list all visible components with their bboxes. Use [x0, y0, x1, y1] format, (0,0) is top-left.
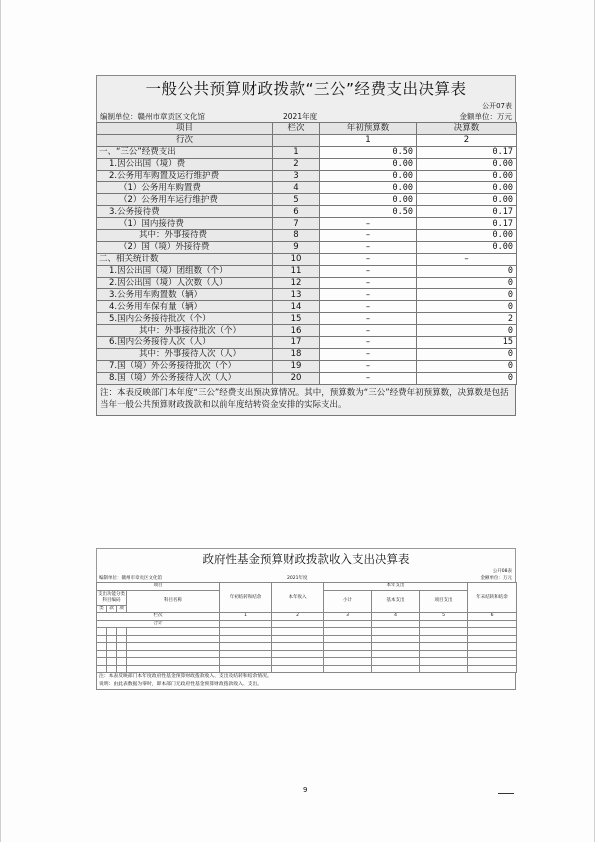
row-budget: –: [320, 337, 417, 349]
row-item: 其中：外事接待人次（人）: [97, 348, 273, 360]
row-final: 0.17: [417, 146, 517, 158]
empty-cell: [220, 628, 272, 636]
row-col: 8: [273, 230, 320, 242]
total-label: 合计: [97, 620, 220, 628]
empty-row: [97, 665, 517, 673]
row-col: 18: [273, 348, 320, 360]
empty-cell: [97, 650, 107, 658]
header-kuan: 款: [107, 605, 117, 613]
empty-cell: [107, 665, 117, 673]
row-col: 6: [273, 206, 320, 218]
table-row: [97, 360, 517, 372]
empty-cell: [324, 643, 372, 651]
empty-cell: [324, 635, 372, 643]
subheader-col: [273, 134, 320, 146]
row-item: 5.国内公务接待批次（个）: [97, 313, 273, 325]
row-budget: –: [320, 265, 417, 277]
row-final: 0.00: [417, 241, 517, 253]
row-col: 9: [273, 241, 320, 253]
empty-cell: [420, 635, 468, 643]
header-project: 项目支出: [420, 590, 468, 613]
row-col: 17: [273, 337, 320, 349]
empty-cell: [127, 665, 220, 673]
row-budget: –: [320, 372, 417, 384]
table-code: 公开07表: [96, 101, 516, 111]
table-code-row: [96, 568, 516, 575]
empty-cell: [420, 643, 468, 651]
subheader-budget: 1: [320, 134, 417, 146]
fund-grid: [96, 582, 517, 673]
empty-row: [97, 635, 517, 643]
empty-cell: [420, 665, 468, 673]
table-row: [97, 158, 517, 170]
row-item: 其中：外事接待费: [97, 230, 273, 242]
row-col: 20: [273, 372, 320, 384]
empty-cell: [97, 628, 107, 636]
row-final: 0: [417, 360, 517, 372]
empty-cell: [117, 650, 127, 658]
page-number: 9: [303, 786, 308, 794]
header-begin-balance: 年初结转和结余: [220, 583, 272, 613]
empty-cell: [220, 650, 272, 658]
row-budget: –: [320, 313, 417, 325]
table-row: [97, 194, 517, 206]
government-fund-table: [96, 548, 516, 690]
amount-unit: 金额单位：万元: [480, 576, 512, 581]
row-budget: 0.50: [320, 146, 417, 158]
table-title: 一般公共预算财政拨款“三公”经费支出决算表: [96, 75, 516, 101]
empty-cell: [107, 658, 117, 666]
header-subject-name: 科目名称: [127, 590, 220, 613]
header-lei: 类: [97, 605, 107, 613]
compiling-unit: 编制单位：赣州市章贡区文化馆: [99, 576, 162, 581]
row-budget: –: [320, 218, 417, 230]
table-row: [97, 170, 517, 182]
empty-cell: [420, 628, 468, 636]
row-final: 0.00: [417, 170, 517, 182]
row-final: –: [417, 253, 517, 265]
row-col: 14: [273, 301, 320, 313]
row-item: 3.公务接待费: [97, 206, 273, 218]
table-row: [97, 265, 517, 277]
amount-unit: 金额单位：万元: [459, 112, 512, 121]
total-row: [97, 620, 517, 628]
empty-cell: [117, 643, 127, 651]
row-final: 0: [417, 277, 517, 289]
empty-cell: [97, 665, 107, 673]
empty-cell: [468, 650, 517, 658]
table-row: [97, 146, 517, 158]
header-final: 决算数: [417, 123, 517, 135]
row-col: 3: [273, 170, 320, 182]
fiscal-year: 2021年度: [283, 112, 318, 121]
empty-cell: [272, 665, 324, 673]
row-col: 10: [273, 253, 320, 265]
header-function-code: 支出功能分类科目编码: [97, 590, 127, 605]
row-final: 0: [417, 289, 517, 301]
row-col: 4: [273, 182, 320, 194]
empty-row: [97, 628, 517, 636]
table-note: [96, 673, 516, 690]
col-number: 2: [272, 613, 324, 621]
row-budget: –: [320, 301, 417, 313]
subheader-item: 行次: [97, 134, 273, 146]
row-budget: –: [320, 289, 417, 301]
table-row: [97, 313, 517, 325]
empty-cell: [127, 628, 220, 636]
three-public-expenses-table: [96, 75, 516, 416]
row-final: 0.00: [417, 158, 517, 170]
empty-cell: [420, 658, 468, 666]
row-item: 3.公务用车购置数（辆）: [97, 289, 273, 301]
header-basic: 基本支出: [372, 590, 420, 613]
empty-cell: [117, 665, 127, 673]
header-item: 项目: [97, 123, 273, 135]
row-col: 19: [273, 360, 320, 372]
empty-cell: [117, 635, 127, 643]
empty-cell: [272, 650, 324, 658]
header-col: 栏次: [273, 123, 320, 135]
col-number: 4: [372, 613, 420, 621]
empty-cell: [372, 658, 420, 666]
row-budget: –: [320, 241, 417, 253]
row-budget: –: [320, 360, 417, 372]
header-income: 本年收入: [272, 583, 324, 613]
table-code: 公开08表: [492, 569, 512, 574]
empty-cell: [127, 643, 220, 651]
empty-cell: [127, 658, 220, 666]
table-row: [97, 337, 517, 349]
empty-cell: [220, 665, 272, 673]
table-meta: [96, 111, 516, 122]
header-expense: 本年支出: [324, 583, 468, 591]
table-row: [97, 182, 517, 194]
empty-cell: [272, 658, 324, 666]
empty-cell: [272, 635, 324, 643]
row-item: 4.公务用车保有量（辆）: [97, 301, 273, 313]
row-budget: –: [320, 348, 417, 360]
empty-cell: [468, 665, 517, 673]
row-item: 其中：外事接待批次（个）: [97, 325, 273, 337]
row-budget: 0.00: [320, 182, 417, 194]
table-row: [97, 206, 517, 218]
fiscal-year: 2021年度: [287, 576, 308, 581]
empty-cell: [220, 643, 272, 651]
header-row: [97, 123, 517, 135]
header-xiang: 项: [117, 605, 127, 613]
empty-cell: [324, 650, 372, 658]
table-row: [97, 253, 517, 265]
empty-cell: [107, 650, 117, 658]
row-budget: –: [320, 253, 417, 265]
header-budget: 年初预算数: [320, 123, 417, 135]
row-final: 0.00: [417, 182, 517, 194]
table-row: [97, 230, 517, 242]
empty-cell: [324, 628, 372, 636]
row-item: 二、相关统计数: [97, 253, 273, 265]
table-row: [97, 241, 517, 253]
empty-cell: [468, 635, 517, 643]
row-budget: 0.00: [320, 194, 417, 206]
empty-cell: [127, 635, 220, 643]
compiling-unit: 编制单位：赣州市章贡区文化馆: [100, 112, 205, 121]
col-number: 3: [324, 613, 372, 621]
empty-cell: [468, 658, 517, 666]
col-number: 1: [220, 613, 272, 621]
row-col: 13: [273, 289, 320, 301]
empty-row: [97, 643, 517, 651]
note-line-2: 说明：由此表数据为零时，即本部门无政府性基金预算财政拨款收入、支出。: [99, 682, 263, 687]
row-item: 2.公务用车购置及运行维护费: [97, 170, 273, 182]
empty-cell: [117, 628, 127, 636]
row-final: 0: [417, 325, 517, 337]
row-item: 1.因公出国（境）费: [97, 158, 273, 170]
row-final: 0.17: [417, 206, 517, 218]
empty-cell: [468, 628, 517, 636]
row-item: 7.国（境）外公务接待批次（个）: [97, 360, 273, 372]
table-row: [97, 289, 517, 301]
row-col: 2: [273, 158, 320, 170]
empty-cell: [372, 628, 420, 636]
col-number-row: [97, 613, 517, 621]
row-final: 0.17: [417, 218, 517, 230]
row-budget: –: [320, 277, 417, 289]
row-budget: 0.50: [320, 206, 417, 218]
empty-cell: [97, 635, 107, 643]
row-col: 5: [273, 194, 320, 206]
col-label: 栏次: [97, 613, 220, 621]
row-col: 7: [273, 218, 320, 230]
table-row: [97, 372, 517, 384]
header-end-balance: 年末结转和结余: [468, 583, 517, 613]
note-line-1: 注：本表反映部门本年度政府性基金预算财政拨款收入、支出及结转和结余情况。: [99, 674, 272, 679]
empty-cell: [420, 650, 468, 658]
empty-cell: [220, 658, 272, 666]
empty-cell: [372, 635, 420, 643]
table-meta: [96, 575, 516, 582]
empty-cell: [107, 643, 117, 651]
row-item: （1）公务用车购置费: [97, 182, 273, 194]
row-budget: 0.00: [320, 158, 417, 170]
row-item: 2.因公出国（境）人次数（人）: [97, 277, 273, 289]
header-item: 项目: [97, 583, 220, 591]
corner-mark: [498, 793, 514, 794]
header-subtotal: 小计: [324, 590, 372, 613]
row-final: 0: [417, 372, 517, 384]
row-col: 15: [273, 313, 320, 325]
subheader-row: [97, 134, 517, 146]
empty-cell: [272, 643, 324, 651]
row-budget: –: [320, 325, 417, 337]
row-item: 1.因公出国（境）团组数（个）: [97, 265, 273, 277]
row-final: 2: [417, 313, 517, 325]
row-final: 0.00: [417, 230, 517, 242]
subheader-final: 2: [417, 134, 517, 146]
empty-cell: [97, 643, 107, 651]
table-row: [97, 218, 517, 230]
empty-cell: [372, 643, 420, 651]
row-final: 0: [417, 301, 517, 313]
empty-cell: [372, 650, 420, 658]
expenses-grid: [96, 122, 517, 385]
col-number: 6: [468, 613, 517, 621]
empty-cell: [372, 665, 420, 673]
empty-cell: [220, 635, 272, 643]
empty-cell: [127, 650, 220, 658]
row-budget: –: [320, 230, 417, 242]
table-row: [97, 348, 517, 360]
empty-cell: [468, 643, 517, 651]
table-title: 政府性基金预算财政拨款收入支出决算表: [96, 548, 516, 568]
empty-cell: [272, 628, 324, 636]
empty-cell: [117, 658, 127, 666]
row-col: 11: [273, 265, 320, 277]
row-final: 15: [417, 337, 517, 349]
row-budget: 0.00: [320, 170, 417, 182]
row-item: 8.国（境）外公务接待人次（人）: [97, 372, 273, 384]
row-item: （1）国内接待费: [97, 218, 273, 230]
empty-cell: [97, 658, 107, 666]
empty-cell: [324, 658, 372, 666]
table-note: 注：本表反映部门本年度“三公”经费支出预决算情况。其中，预算数为“三公”经费年初预算数，决算数是包括当年一般公共预算财政拨款和以前年度结转资金安排的实际支出。: [96, 385, 516, 416]
row-final: 0.00: [417, 194, 517, 206]
empty-row: [97, 658, 517, 666]
empty-cell: [107, 628, 117, 636]
table-row: [97, 277, 517, 289]
empty-cell: [324, 665, 372, 673]
table-row: [97, 301, 517, 313]
header-row-1: [97, 583, 517, 591]
row-final: 0: [417, 348, 517, 360]
row-final: 0: [417, 265, 517, 277]
row-item: （2）国（境）外接待费: [97, 241, 273, 253]
row-item: 一、“三公”经费支出: [97, 146, 273, 158]
col-number: 5: [420, 613, 468, 621]
row-item: 6.国内公务接待人次（人）: [97, 337, 273, 349]
row-item: （2）公务用车运行维护费: [97, 194, 273, 206]
row-col: 1: [273, 146, 320, 158]
empty-row: [97, 650, 517, 658]
empty-cell: [107, 635, 117, 643]
row-col: 12: [273, 277, 320, 289]
table-row: [97, 325, 517, 337]
row-col: 16: [273, 325, 320, 337]
